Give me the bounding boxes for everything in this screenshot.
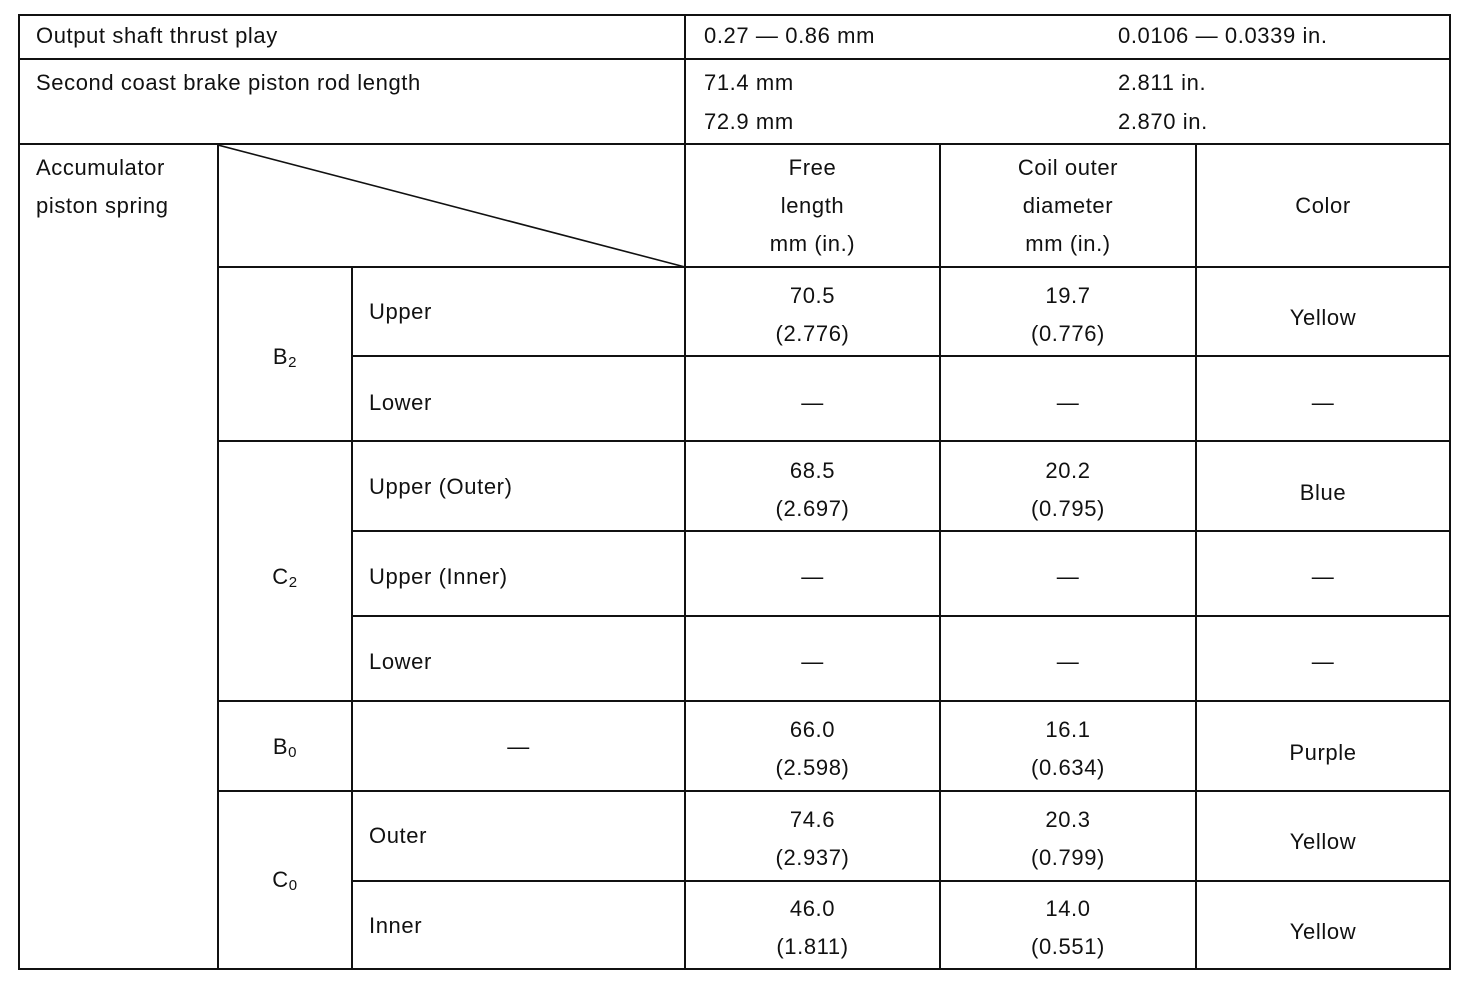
rule [351,530,1451,532]
free-b2-lower: — [801,390,824,415]
spring-label-line2: piston spring [36,193,169,218]
coil-mm: 14.0 [1045,896,1091,921]
coil-b2-lower: — [1056,390,1080,415]
coil-c2-upper-inner: — [1056,564,1080,589]
coil-c0-inner [941,890,1195,966]
group-b0 [219,728,351,772]
rule [18,968,1451,970]
pos-b0: — [507,734,530,759]
group-name: B [272,734,289,759]
group-name: C [272,564,289,589]
color-c2-lower: — [1311,649,1335,674]
free-c0-inner [686,890,939,966]
group-name: C [272,867,289,892]
free-in: (2.937) [775,845,850,870]
header-coil-diameter [941,149,1195,263]
color-c0-inner: Yellow [1289,919,1357,944]
free-c2-upper-inner: — [801,564,824,589]
spec-table [18,14,1451,970]
header-coil-line3: mm (in.) [1025,231,1111,256]
color-b0: Purple [1289,740,1357,765]
color-c2-upper-outer: Blue [1299,480,1347,505]
free-in: (1.811) [776,934,849,959]
pos-c0-outer: Outer [369,823,428,848]
coil-in: (0.634) [1031,755,1105,780]
group-c2 [219,558,351,602]
header-color: Color [1295,193,1351,218]
thrust-play-mm: 0.27 — 0.86 mm [704,23,876,48]
free-in: (2.598) [775,755,850,780]
coil-b2-upper [941,277,1195,353]
pos-c0-inner: Inner [369,913,423,938]
color-b2-upper: Yellow [1289,305,1357,330]
coil-mm: 20.3 [1045,807,1091,832]
rule [218,700,1451,702]
rod-length-in-2: 2.870 in. [1118,109,1208,134]
rule [351,355,1451,357]
coil-in: (0.799) [1031,845,1105,870]
rule [18,14,20,970]
rule [18,14,1451,16]
coil-mm: 19.7 [1045,283,1091,308]
rule [18,58,1451,60]
color-b2-lower: — [1311,390,1335,415]
coil-c0-outer [941,801,1195,877]
free-c2-upper-outer [686,452,939,528]
coil-c2-lower: — [1056,649,1080,674]
pos-c2-lower: Lower [369,649,432,674]
rod-length-in-1: 2.811 in. [1118,70,1207,95]
rule [351,266,353,970]
free-mm: 74.6 [789,807,836,832]
rule [1449,14,1451,970]
free-c0-outer [686,801,939,877]
group-name: B [272,344,289,369]
diagonal-header-line [218,144,686,268]
rule [351,880,1451,882]
pos-b2-upper: Upper [369,299,432,324]
group-subscript: 0 [288,744,298,761]
coil-mm: 20.2 [1045,458,1091,483]
free-b2-upper [686,277,939,353]
spring-label-line1: Accumulator [36,155,165,180]
coil-b0 [941,711,1195,787]
pos-c2-upper-inner: Upper (Inner) [369,564,508,589]
header-free-line2: length [780,193,845,218]
pos-c2-upper-outer: Upper (Outer) [369,474,513,499]
free-mm: 46.0 [789,896,836,921]
group-subscript: 0 [288,877,298,894]
group-b2 [219,338,351,382]
header-coil-line1: Coil outer [1017,155,1119,180]
coil-in: (0.776) [1031,321,1105,346]
thrust-play-label: Output shaft thrust play [36,23,278,48]
free-mm: 66.0 [789,717,836,742]
thrust-play-in: 0.0106 — 0.0339 in. [1118,23,1328,48]
coil-mm: 16.1 [1045,717,1091,742]
group-subscript: 2 [288,574,298,591]
free-c2-lower: — [801,649,824,674]
coil-c2-upper-outer [941,452,1195,528]
rod-length-mm-2: 72.9 mm [704,109,794,134]
rule [351,615,1451,617]
group-subscript: 2 [288,354,298,371]
header-free-line3: mm (in.) [769,231,856,256]
header-free-line1: Free [788,155,837,180]
pos-b2-lower: Lower [369,390,432,415]
free-b0 [686,711,939,787]
rule [218,440,1451,442]
free-in: (2.776) [775,321,850,346]
coil-in: (0.551) [1031,934,1105,959]
rod-length-label: Second coast brake piston rod length [36,70,421,95]
group-c0 [219,861,351,905]
color-c2-upper-inner: — [1311,564,1335,589]
color-c0-outer: Yellow [1289,829,1357,854]
rule [218,790,1451,792]
coil-in: (0.795) [1031,496,1105,521]
free-mm: 70.5 [789,283,836,308]
free-mm: 68.5 [789,458,836,483]
rod-length-mm-1: 71.4 mm [704,70,794,95]
header-coil-line2: diameter [1022,193,1114,218]
header-free-length [686,149,939,263]
free-in: (2.697) [775,496,850,521]
